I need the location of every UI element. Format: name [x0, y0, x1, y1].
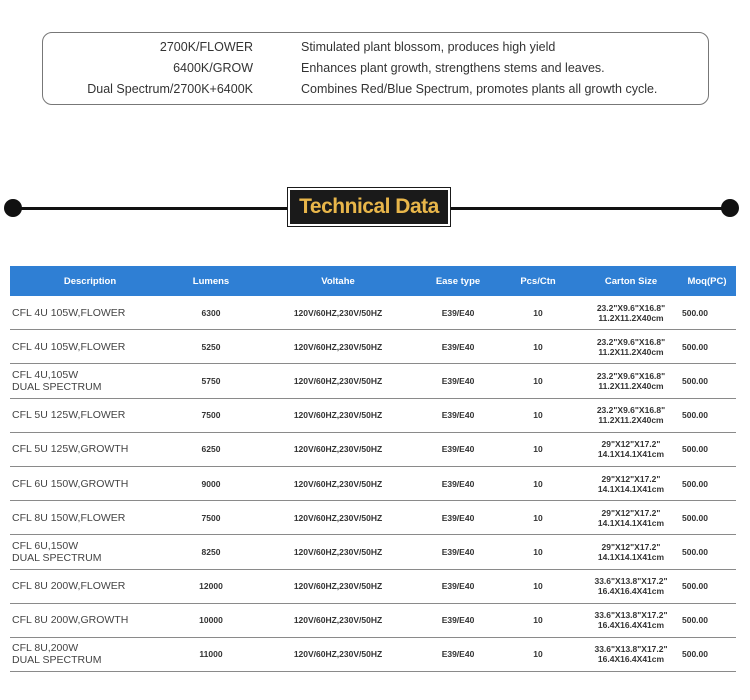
technical-data-table [10, 266, 736, 672]
cell-base-type: E39/E40 [424, 535, 492, 569]
cell-lumens: 9000 [170, 466, 252, 500]
cell-voltage: 120V/60HZ,230V/50HZ [252, 364, 424, 398]
spectrum-type: 6400K/GROW [173, 61, 253, 75]
cell-pcs-per-carton: 10 [492, 569, 584, 603]
cell-description: CFL 6U 150W,GROWTH [10, 466, 170, 500]
spectrum-row-grow [43, 61, 708, 81]
spectrum-description: Enhances plant growth, strengthens stems and leaves. [301, 61, 605, 75]
cell-base-type: E39/E40 [424, 330, 492, 364]
column-header: Ease type [424, 266, 492, 296]
cell-base-type: E39/E40 [424, 569, 492, 603]
table-body [10, 296, 736, 672]
cell-base-type: E39/E40 [424, 296, 492, 330]
cell-base-type: E39/E40 [424, 398, 492, 432]
cell-carton-size: 29"X12"X17.2" 14.1X14.1X41cm [584, 535, 678, 569]
column-header: Lumens [170, 266, 252, 296]
cell-carton-size: 23.2"X9.6"X16.8" 11.2X11.2X40cm [584, 364, 678, 398]
cell-base-type: E39/E40 [424, 603, 492, 637]
cell-base-type: E39/E40 [424, 432, 492, 466]
cell-description: CFL 8U 200W,FLOWER [10, 569, 170, 603]
cell-carton-size: 33.6"X13.8"X17.2" 16.4X16.4X41cm [584, 603, 678, 637]
cell-pcs-per-carton: 10 [492, 432, 584, 466]
spectrum-type: 2700K/FLOWER [159, 40, 253, 54]
table-row [10, 535, 736, 569]
cell-moq: 500.00 [678, 501, 736, 535]
cell-pcs-per-carton: 10 [492, 330, 584, 364]
cell-voltage: 120V/60HZ,230V/50HZ [252, 466, 424, 500]
cell-pcs-per-carton: 10 [492, 637, 584, 671]
cell-description: CFL 5U 125W,FLOWER [10, 398, 170, 432]
cell-base-type: E39/E40 [424, 466, 492, 500]
cell-moq: 500.00 [678, 330, 736, 364]
spectrum-row-flower [43, 40, 708, 60]
spectrum-type: Dual Spectrum/2700K+6400K [87, 82, 253, 96]
spectrum-description: Combines Red/Blue Spectrum, promotes plants all growth cycle. [301, 82, 658, 96]
cell-description: CFL 5U 125W,GROWTH [10, 432, 170, 466]
column-header: Description [10, 266, 170, 296]
cell-carton-size: 33.6"X13.8"X17.2" 16.4X16.4X41cm [584, 569, 678, 603]
cell-lumens: 5750 [170, 364, 252, 398]
spectrum-info-box [42, 32, 709, 105]
spectrum-row-dual [43, 82, 708, 102]
cell-carton-size: 29"X12"X17.2" 14.1X14.1X41cm [584, 466, 678, 500]
cell-base-type: E39/E40 [424, 501, 492, 535]
cell-pcs-per-carton: 10 [492, 398, 584, 432]
table-row [10, 501, 736, 535]
divider-dot-right [721, 199, 739, 217]
cell-lumens: 11000 [170, 637, 252, 671]
cell-carton-size: 23.2"X9.6"X16.8" 11.2X11.2X40cm [584, 296, 678, 330]
cell-lumens: 6300 [170, 296, 252, 330]
cell-moq: 500.00 [678, 296, 736, 330]
cell-voltage: 120V/60HZ,230V/50HZ [252, 569, 424, 603]
table-header-row [10, 266, 736, 296]
divider-dot-left [4, 199, 22, 217]
section-title: Technical Data [288, 188, 450, 226]
cell-description: CFL 8U 200W,GROWTH [10, 603, 170, 637]
cell-pcs-per-carton: 10 [492, 603, 584, 637]
table-row [10, 398, 736, 432]
cell-moq: 500.00 [678, 637, 736, 671]
cell-pcs-per-carton: 10 [492, 535, 584, 569]
column-header: Moq(PC) [678, 266, 736, 296]
cell-lumens: 7500 [170, 398, 252, 432]
table-row [10, 330, 736, 364]
cell-pcs-per-carton: 10 [492, 501, 584, 535]
cell-lumens: 5250 [170, 330, 252, 364]
cell-voltage: 120V/60HZ,230V/50HZ [252, 501, 424, 535]
cell-moq: 500.00 [678, 535, 736, 569]
cell-lumens: 8250 [170, 535, 252, 569]
column-header: Carton Size [584, 266, 678, 296]
cell-carton-size: 23.2"X9.6"X16.8" 11.2X11.2X40cm [584, 398, 678, 432]
cell-voltage: 120V/60HZ,230V/50HZ [252, 637, 424, 671]
table-row [10, 364, 736, 398]
cell-description: CFL 4U 105W,FLOWER [10, 330, 170, 364]
cell-moq: 500.00 [678, 466, 736, 500]
cell-voltage: 120V/60HZ,230V/50HZ [252, 296, 424, 330]
table-row [10, 432, 736, 466]
cell-carton-size: 23.2"X9.6"X16.8" 11.2X11.2X40cm [584, 330, 678, 364]
cell-lumens: 6250 [170, 432, 252, 466]
cell-pcs-per-carton: 10 [492, 364, 584, 398]
cell-lumens: 7500 [170, 501, 252, 535]
cell-base-type: E39/E40 [424, 364, 492, 398]
column-header: Pcs/Ctn [492, 266, 584, 296]
cell-carton-size: 29"X12"X17.2" 14.1X14.1X41cm [584, 432, 678, 466]
cell-moq: 500.00 [678, 364, 736, 398]
cell-base-type: E39/E40 [424, 637, 492, 671]
cell-description: CFL 6U,150W DUAL SPECTRUM [10, 535, 170, 569]
cell-pcs-per-carton: 10 [492, 466, 584, 500]
cell-description: CFL 4U,105W DUAL SPECTRUM [10, 364, 170, 398]
cell-lumens: 12000 [170, 569, 252, 603]
cell-description: CFL 8U 150W,FLOWER [10, 501, 170, 535]
cell-carton-size: 29"X12"X17.2" 14.1X14.1X41cm [584, 501, 678, 535]
cell-voltage: 120V/60HZ,230V/50HZ [252, 603, 424, 637]
cell-description: CFL 8U,200W DUAL SPECTRUM [10, 637, 170, 671]
column-header: Voltahe [252, 266, 424, 296]
cell-pcs-per-carton: 10 [492, 296, 584, 330]
cell-voltage: 120V/60HZ,230V/50HZ [252, 398, 424, 432]
cell-carton-size: 33.6"X13.8"X17.2" 16.4X16.4X41cm [584, 637, 678, 671]
spectrum-description: Stimulated plant blossom, produces high yield [301, 40, 556, 54]
cell-moq: 500.00 [678, 569, 736, 603]
cell-moq: 500.00 [678, 432, 736, 466]
cell-voltage: 120V/60HZ,230V/50HZ [252, 330, 424, 364]
table-row [10, 296, 736, 330]
table-row [10, 603, 736, 637]
cell-lumens: 10000 [170, 603, 252, 637]
cell-moq: 500.00 [678, 603, 736, 637]
table-row [10, 466, 736, 500]
cell-voltage: 120V/60HZ,230V/50HZ [252, 432, 424, 466]
cell-moq: 500.00 [678, 398, 736, 432]
cell-description: CFL 4U 105W,FLOWER [10, 296, 170, 330]
table-row [10, 569, 736, 603]
cell-voltage: 120V/60HZ,230V/50HZ [252, 535, 424, 569]
table-row [10, 637, 736, 671]
